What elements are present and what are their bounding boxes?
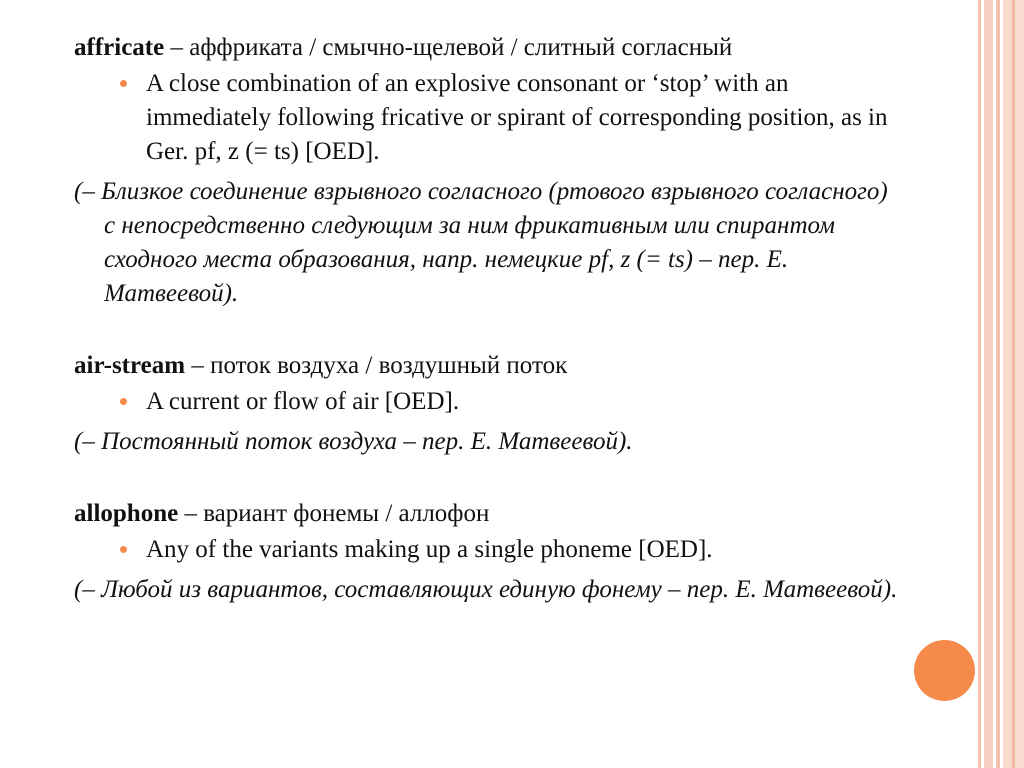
glossary-content xyxy=(74,31,904,607)
term: affricate xyxy=(74,34,165,61)
russian-translation: (– Близкое соединение взрывного согласного (ртового взрывного согласного) с непосредственно следующим за ним фрикативным или спирантом сходного места образования, напр. немецкие pf, z (= ts) – пер. Е. Матвеевой). xyxy=(74,178,888,307)
accent-circle xyxy=(914,640,975,701)
bullet-icon xyxy=(120,80,127,87)
entry-heading xyxy=(74,31,904,65)
bullet-icon xyxy=(120,398,127,405)
entry-heading xyxy=(74,349,904,383)
term-definition: – вариант фонемы / аллофон xyxy=(178,500,490,527)
english-definition xyxy=(74,533,904,567)
decorative-stripe xyxy=(978,0,981,768)
glossary-entry xyxy=(74,497,904,607)
decorative-stripe xyxy=(984,0,993,768)
bullet-icon xyxy=(120,546,127,553)
term: air-stream xyxy=(74,352,186,379)
russian-translation: (– Постоянный поток воздуха – пер. Е. Матвеевой). xyxy=(74,428,633,455)
decorative-stripe xyxy=(1012,0,1015,768)
term: allophone xyxy=(74,500,179,527)
glossary-entry xyxy=(74,349,904,459)
term-definition: – аффриката / смычно-щелевой / слитный согласный xyxy=(164,34,733,61)
glossary-entry xyxy=(74,31,904,311)
english-definition-text: A close combination of an explosive consonant or ‘stop’ with an immediately following fricative or spirant of corresponding position, as in Ger. pf, z (= ts) [OED]. xyxy=(146,70,888,165)
term-definition: – поток воздуха / воздушный поток xyxy=(185,352,568,379)
entry-heading xyxy=(74,497,904,531)
decorative-stripe xyxy=(996,0,1000,768)
english-definition-text: Any of the variants making up a single phoneme [OED]. xyxy=(146,536,713,563)
russian-translation: (– Любой из вариантов, составляющих единую фонему – пер. Е. Матвеевой). xyxy=(74,576,898,603)
english-definition xyxy=(74,385,904,419)
english-definition xyxy=(74,67,904,169)
english-definition-text: A current or flow of air [OED]. xyxy=(146,388,460,415)
